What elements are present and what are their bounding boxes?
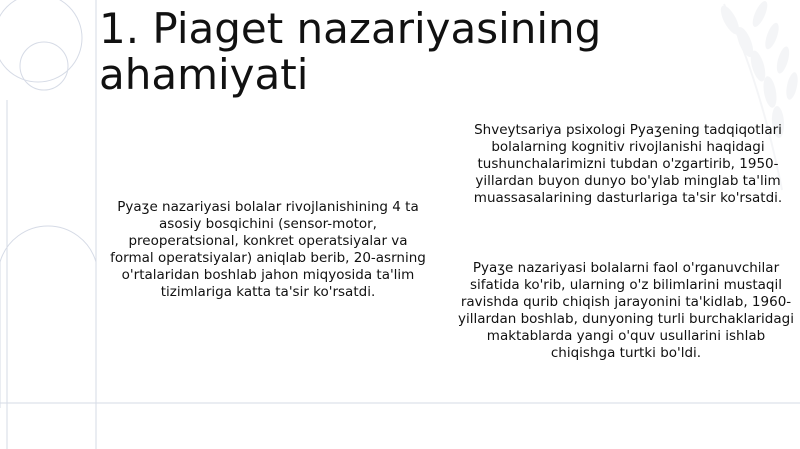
decor-circle-large [0, 0, 82, 82]
decor-circle-small [20, 42, 68, 90]
decor-arch [0, 226, 96, 408]
paragraph-left: Pyaʒe nazariyasi bolalar rivojlanishining 4 ta asosiy bosqichini (sensor-motor, preoperatsional, konkret operatsiyalar va formal operatsiyalar) aniqlab berib, 20-asrning o'rtalaridan boshlab jahon miqyosida ta'lim tizimlariga katta ta'sir ko'rsatdi. [110, 199, 426, 300]
paragraph-right-top: Shveytsariya psixologi Pyaʒening tadqiqotlari bolalarning kognitiv rivojlanishi haqidagi tushunchalarimizni tubdan o'zgartirib, 1950-yillardan buyon dunyo bo'ylab minglab ta'lim muassasalarining dasturlariga ta'sir ko'rsatdi. [473, 122, 783, 206]
paragraph-right-bottom: Pyaʒe nazariyasi bolalarni faol o'rganuvchilar sifatida ko'rib, ularning o'z bilimlarini mustaqil ravishda qurib chiqish jarayonini ta'kidlab, 1960-yillardan boshlab, dunyoning turli burchaklaridagi maktablarda yangi o'quv usullarini ishlab chiqishga turtki bo'ldi. [458, 260, 794, 361]
page-title: 1. Piaget nazariyasining ahamiyati [99, 4, 602, 99]
